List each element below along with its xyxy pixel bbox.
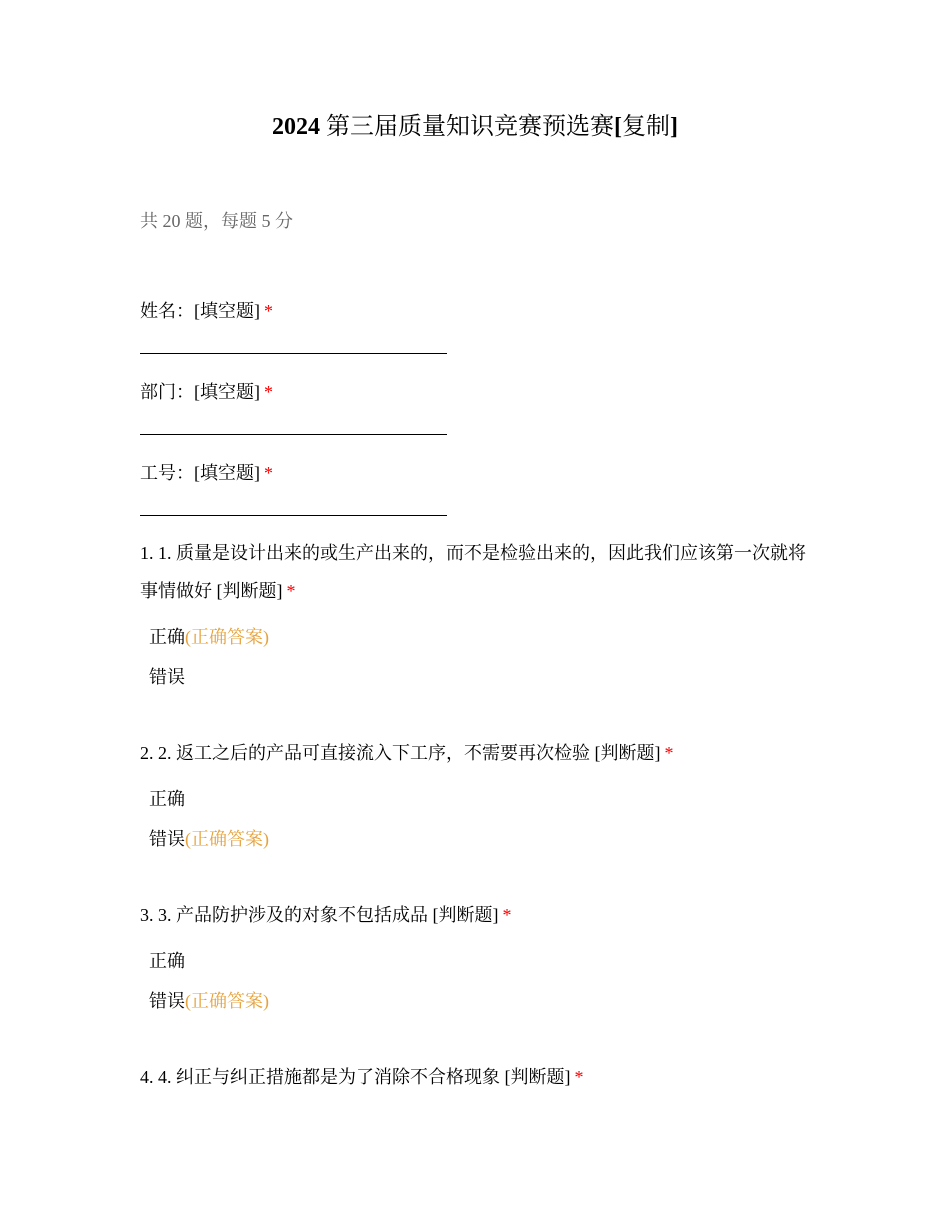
question-2: [140, 734, 820, 772]
correct-answer-tag: (正确答案): [185, 627, 269, 647]
question-2-type: [判断题]: [594, 743, 661, 763]
required-mark: *: [264, 382, 273, 402]
required-mark: *: [574, 1067, 584, 1087]
field-name-label: 姓名：: [140, 301, 194, 321]
name-answer-line[interactable]: [140, 353, 447, 354]
question-4: [140, 1058, 820, 1096]
required-mark: *: [264, 463, 273, 483]
question-1: [140, 534, 820, 610]
survey-description: 共 20 题，每题 5 分: [140, 211, 293, 231]
field-label-department: [140, 379, 273, 405]
option-label: 错误: [149, 667, 185, 687]
required-mark: *: [664, 743, 674, 763]
title-bracket-close: ]: [670, 114, 678, 140]
question-2-text: 2. 2. 返工之后的产品可直接流入下工序，不需要再次检验: [140, 743, 590, 763]
field-employee-id-label: 工号：: [140, 463, 194, 483]
question-3-option-2[interactable]: [149, 988, 269, 1014]
option-label: 正确: [149, 951, 185, 971]
required-mark: *: [286, 581, 296, 601]
required-mark: *: [502, 905, 512, 925]
option-label: 正确: [149, 789, 185, 809]
field-label-name: [140, 298, 273, 324]
field-employee-id-type: [填空题]: [194, 463, 260, 483]
question-3-type: [判断题]: [432, 905, 499, 925]
question-3-text: 3. 3. 产品防护涉及的对象不包括成品: [140, 905, 428, 925]
title-year: 2024: [272, 114, 320, 140]
department-answer-line[interactable]: [140, 434, 447, 435]
question-1-type: [判断题]: [216, 581, 283, 601]
question-3: [140, 896, 820, 934]
question-2-option-2[interactable]: [149, 826, 269, 852]
correct-answer-tag: (正确答案): [185, 991, 269, 1011]
title-text: 第三届质量知识竞赛预选赛: [326, 114, 614, 140]
option-label: 错误: [149, 991, 185, 1011]
employee-id-answer-line[interactable]: [140, 515, 447, 516]
question-4-type: [判断题]: [504, 1067, 571, 1087]
field-label-employee-id: [140, 460, 273, 486]
option-label: 正确: [149, 627, 185, 647]
question-4-text: 4. 4. 纠正与纠正措施都是为了消除不合格现象: [140, 1067, 500, 1087]
title-bracket-open: [: [614, 114, 622, 140]
page-title: [0, 112, 950, 142]
question-2-option-1[interactable]: [149, 786, 185, 812]
title-copy: 复制: [622, 114, 670, 140]
field-department-label: 部门：: [140, 382, 194, 402]
question-1-text: 1. 1. 质量是设计出来的或生产出来的，而不是检验出来的，因此我们应该第一次就将事情做好: [140, 543, 806, 601]
field-name-type: [填空题]: [194, 301, 260, 321]
option-label: 错误: [149, 829, 185, 849]
field-department-type: [填空题]: [194, 382, 260, 402]
question-1-option-2[interactable]: [149, 664, 185, 690]
correct-answer-tag: (正确答案): [185, 829, 269, 849]
required-mark: *: [264, 301, 273, 321]
question-3-option-1[interactable]: [149, 948, 185, 974]
question-1-option-1[interactable]: [149, 624, 269, 650]
